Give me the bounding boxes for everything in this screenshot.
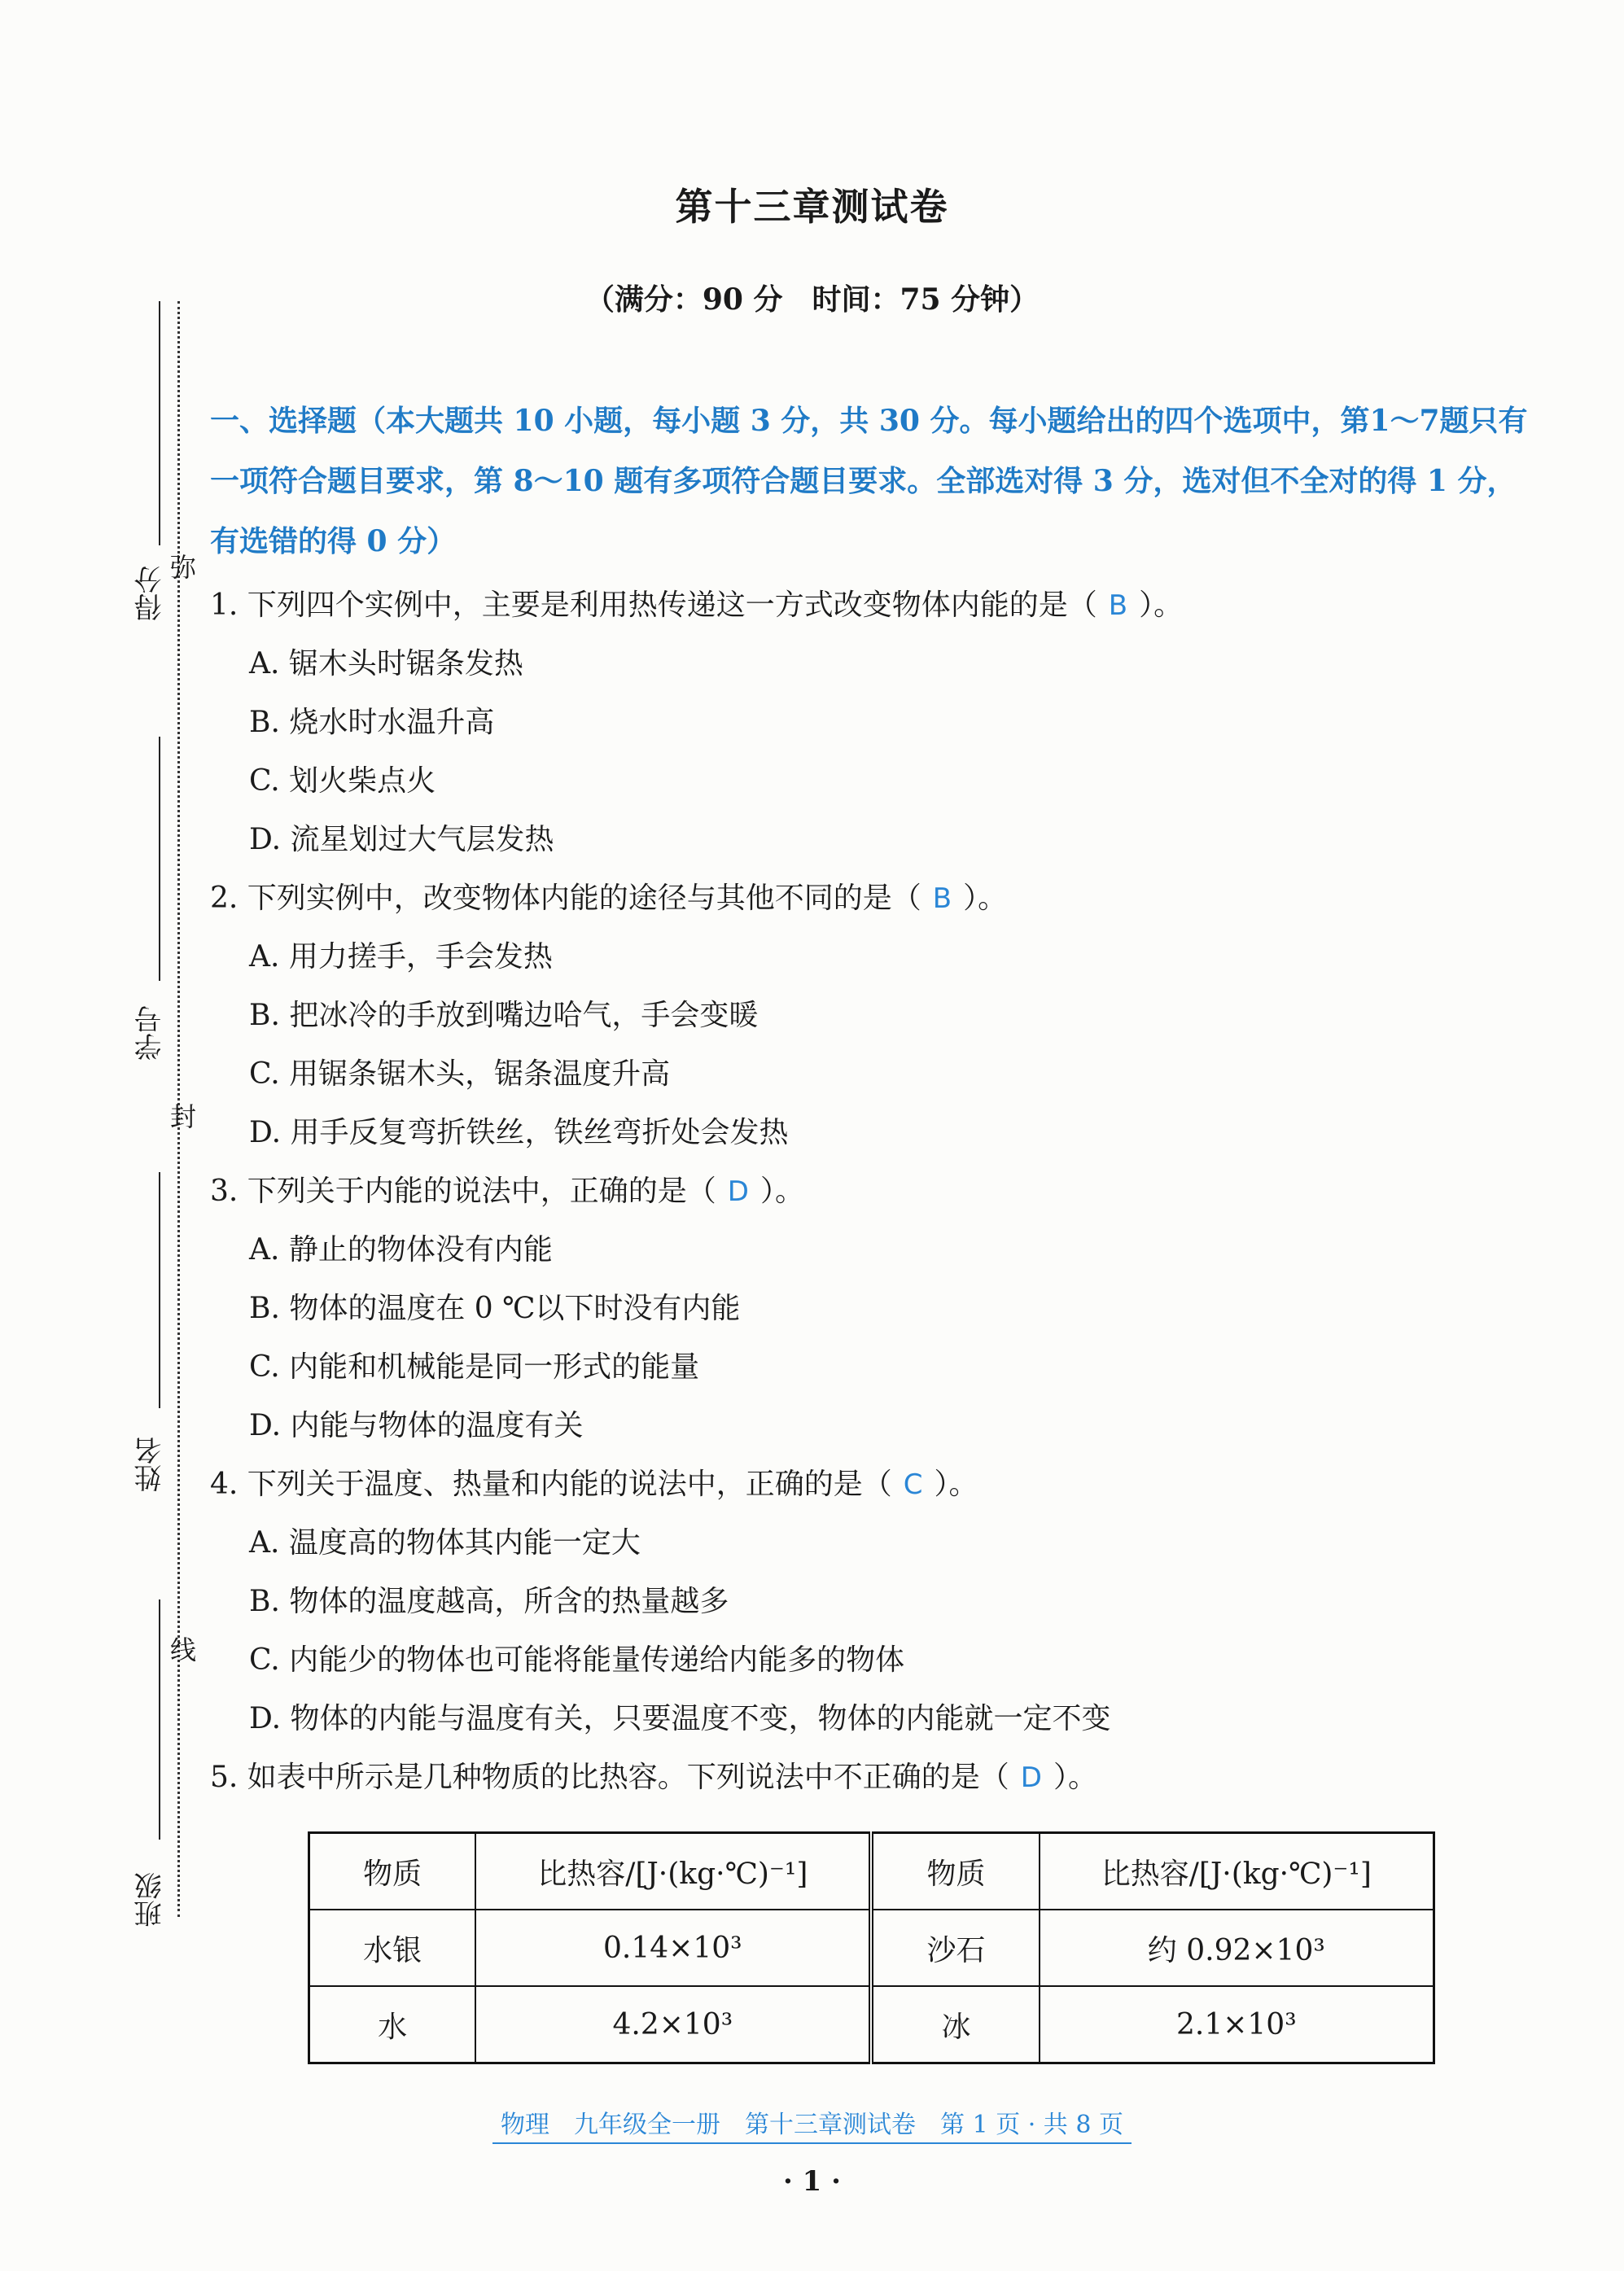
id-field-line <box>159 737 160 981</box>
question-stem: 4. 下列关于温度、热量和内能的说法中，正确的是（ <box>210 1468 892 1501</box>
score-field-line <box>159 301 160 545</box>
question-tail: ）。 <box>1053 1761 1097 1794</box>
question-stem: 1. 下列四个实例中，主要是利用热传递这一方式改变物体内能的是（ <box>210 589 1097 622</box>
q2-option-b: B. 把冰冷的手放到嘴边哈气，手会变暖 <box>249 999 759 1032</box>
q2-option-d: D. 用手反复弯折铁丝，铁丝弯折处会发热 <box>249 1116 789 1149</box>
id-field-label: 学号 <box>134 1005 167 1061</box>
question-tail: ）。 <box>759 1175 804 1208</box>
question-1 <box>210 582 1183 624</box>
name-field-line <box>159 1172 160 1408</box>
table-cell: 水银 <box>309 1910 476 1986</box>
table-cell: 2.1×10³ <box>1040 1986 1434 2063</box>
table-row <box>309 1910 1434 1986</box>
q4-option-a: A. 温度高的物体其内能一定大 <box>249 1526 641 1560</box>
q2-option-c: C. 用锯条锯木头，锯条温度升高 <box>249 1057 671 1091</box>
binding-char-mi: 弥 <box>166 554 197 580</box>
question-stem: 2. 下列实例中，改变物体内能的途径与其他不同的是（ <box>210 882 921 915</box>
table-row <box>309 1986 1434 2063</box>
table-cell: 约 0.92×10³ <box>1040 1910 1434 1986</box>
q1-option-b: B. 烧水时水温升高 <box>249 706 495 739</box>
binding-char-xian: 线 <box>166 1636 197 1662</box>
q4-option-c: C. 内能少的物体也可能将能量传递给内能多的物体 <box>249 1643 905 1677</box>
q4-option-b: B. 物体的温度越高，所含的热量越多 <box>249 1585 729 1618</box>
page-subtitle: （满分：90 分 时间：75 分钟） <box>584 282 1040 317</box>
q1-option-d: D. 流星划过大气层发热 <box>249 823 554 856</box>
q4-option-d: D. 物体的内能与温度有关，只要温度不变，物体的内能就一定不变 <box>249 1702 1111 1735</box>
answer-mark: C <box>903 1468 923 1501</box>
answer-mark: D <box>727 1175 749 1208</box>
answer-mark: B <box>932 882 952 915</box>
q1-option-c: C. 划火柴点火 <box>249 764 436 798</box>
answer-mark: D <box>1020 1761 1042 1794</box>
specific-heat-table <box>308 1831 1435 2064</box>
question-tail: ）。 <box>963 882 1008 915</box>
question-4 <box>210 1461 978 1503</box>
table-header: 物质 <box>871 1833 1039 1910</box>
q3-option-a: A. 静止的物体没有内能 <box>249 1233 553 1267</box>
page-number: · 1 · <box>782 2165 841 2198</box>
table-header: 比热容/[J·(kg·℃)⁻¹] <box>475 1833 871 1910</box>
table-header-row <box>309 1833 1434 1910</box>
footer-text: 物理 九年级全一册 第十三章测试卷 第 1 页 · 共 8 页 <box>492 2111 1132 2144</box>
question-3 <box>210 1168 804 1210</box>
q3-option-b: B. 物体的温度在 0 ℃以下时没有内能 <box>249 1292 741 1325</box>
q3-option-c: C. 内能和机械能是同一形式的能量 <box>249 1350 700 1384</box>
table-cell: 4.2×10³ <box>475 1986 871 2063</box>
section-header: 一、选择题（本大题共 10 小题，每小题 3 分，共 30 分。每小题给出的四个选项中，第1～7题只有一项符合题目要求，第 8～10 题有多项符合题目要求。全部选对得 3 分，选对但不全对的得 1 分，有选错的得 0 分） <box>210 404 1528 558</box>
score-field-label: 得分 <box>134 566 167 621</box>
q1-option-a: A. 锯木头时锯条发热 <box>249 647 523 680</box>
table-cell: 水 <box>309 1986 476 2063</box>
page-title: 第十三章测试卷 <box>675 185 949 229</box>
binding-char-feng: 封 <box>166 1103 197 1129</box>
question-tail: ）。 <box>934 1468 978 1501</box>
table-header: 物质 <box>309 1833 476 1910</box>
name-field-label: 姓名 <box>134 1437 167 1492</box>
question-stem: 5. 如表中所示是几种物质的比热容。下列说法中不正确的是（ <box>210 1761 1009 1794</box>
table-cell: 冰 <box>871 1986 1039 2063</box>
table-cell: 沙石 <box>871 1910 1039 1986</box>
q3-option-d: D. 内能与物体的温度有关 <box>249 1409 584 1442</box>
answer-mark: B <box>1108 589 1128 622</box>
question-tail: ）。 <box>1139 589 1184 622</box>
q2-option-a: A. 用力搓手，手会发热 <box>249 940 553 974</box>
class-field-label: 班级 <box>134 1872 167 1928</box>
class-field-line <box>159 1599 160 1840</box>
table-cell: 0.14×10³ <box>475 1910 871 1986</box>
question-stem: 3. 下列关于内能的说法中，正确的是（ <box>210 1175 716 1208</box>
question-2 <box>210 875 1007 917</box>
table-header: 比热容/[J·(kg·℃)⁻¹] <box>1040 1833 1434 1910</box>
question-5 <box>210 1754 1097 1796</box>
page-footer <box>0 2104 1624 2140</box>
